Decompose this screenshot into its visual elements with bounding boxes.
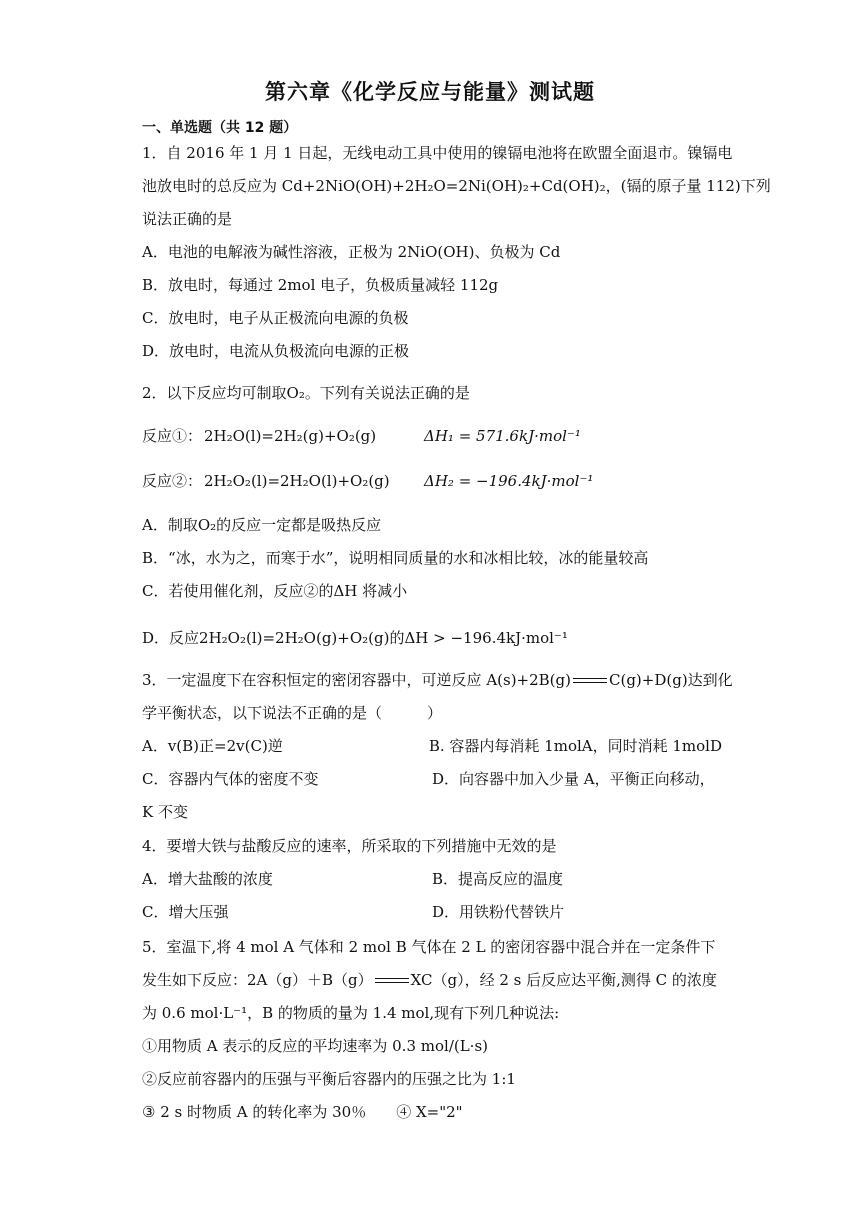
question-1 xyxy=(142,137,771,368)
q3-stem-part-2: C(g)+D(g)达到化 xyxy=(609,671,733,689)
question-2 xyxy=(142,377,722,410)
q5-stem-part-2: XC（g），经 2 s 后反应达平衡,测得 C 的浓度 xyxy=(410,971,717,989)
page-title: 第六章《化学反应与能量》测试题 xyxy=(265,80,595,104)
q1-stem-line-1: 1．自 2016 年 1 月 1 日起，无线电动工具中使用的镍镉电池将在欧盟全面退市。镍镉电 xyxy=(142,144,733,162)
q1-option-a: A．电池的电解液为碱性溶液，正极为 2NiO(OH)、负极为 Cd xyxy=(142,243,561,261)
q3-option-a: A．v(B)正=2v(C)逆 xyxy=(142,737,283,755)
q1-option-b: B．放电时，每通过 2mol 电子，负极质量减轻 112g xyxy=(142,276,499,294)
q2-option-a: A．制取O₂的反应一定都是吸热反应 xyxy=(142,516,382,534)
q4-stem: 4．要增大铁与盐酸反应的速率，所采取的下列措施中无效的是 xyxy=(142,837,557,855)
q2-reaction-1-label: 反应①： xyxy=(142,427,203,445)
q2-reaction-1-enthalpy: ΔH₁ = 571.6kJ·mol⁻¹ xyxy=(424,427,581,445)
q5-statement-1: ①用物质 A 表示的反应的平均速率为 0.3 mol/(L·s) xyxy=(142,1037,488,1055)
q2-stem: 2．以下反应均可制取O₂。下列有关说法正确的是 xyxy=(142,384,470,402)
q4-option-c: C．增大压强 xyxy=(142,903,229,921)
q4-option-b: B．提高反应的温度 xyxy=(432,870,564,888)
q3-options-row-1 xyxy=(142,730,722,763)
q2-option-d-block xyxy=(142,622,722,655)
q2-reaction-2-enthalpy: ΔH₂ = −196.4kJ·mol⁻¹ xyxy=(424,472,594,490)
q2-reaction-2-label: 反应②： xyxy=(142,472,203,490)
q2-reaction-2 xyxy=(142,465,722,498)
q5-stem-line-1: 5．室温下,将 4 mol A 气体和 2 mol B 气体在 2 L 的密闭容器中混合并在一定条件下 xyxy=(142,938,716,956)
q2-reaction-1 xyxy=(142,420,722,453)
q3-option-b: B. 容器内每消耗 1molA，同时消耗 1molD xyxy=(428,737,722,755)
q2-options xyxy=(142,509,722,608)
q4-option-d: D．用铁粉代替铁片 xyxy=(432,903,565,921)
q3-options-row-2 xyxy=(142,763,722,796)
question-3 xyxy=(142,664,733,829)
q5-stem-line-3: 为 0.6 mol·L⁻¹，B 的物质的量为 1.4 mol,现有下列几种说法: xyxy=(142,1004,560,1022)
q2-reaction-1-equation: 2H₂O(l)=2H₂(g)+O₂(g) xyxy=(204,427,377,445)
q1-stem-line-3: 说法正确的是 xyxy=(142,210,233,228)
q1-stem-line-2: 池放电时的总反应为 Cd+2NiO(OH)+2H₂O=2Ni(OH)₂+Cd(OH)₂，(镉的原子量 112)下列 xyxy=(142,177,771,195)
question-4 xyxy=(142,830,722,929)
q5-statement-2: ②反应前容器内的压强与平衡后容器内的压强之比为 1:1 xyxy=(142,1070,516,1088)
q2-reaction-2-equation: 2H₂O₂(l)=2H₂O(l)+O₂(g) xyxy=(204,472,390,490)
q3-stem-part-1: 3．一定温度下在容积恒定的密闭容器中，可逆反应 A(s)+2B(g) xyxy=(142,671,571,689)
question-5 xyxy=(142,931,722,1129)
q3-stem-line-2: 学平衡状态，以下说法不正确的是（ ） xyxy=(142,704,443,722)
equilibrium-arrow-icon xyxy=(573,676,607,686)
q3-option-c: C．容器内气体的密度不变 xyxy=(142,770,319,788)
q2-option-c: C．若使用催化剂，反应②的ΔH 将减小 xyxy=(142,582,408,600)
q4-options-row-1 xyxy=(142,863,722,896)
q5-statement-3-4: ③ 2 s 时物质 A 的转化率为 30％ ④ X="2" xyxy=(142,1103,463,1121)
q2-option-d: D．反应2H₂O₂(l)=2H₂O(g)+O₂(g)的ΔH > −196.4kJ·mol⁻¹ xyxy=(142,629,568,647)
q5-stem-part-1: 发生如下反应：2A（g）＋B（g） xyxy=(142,971,373,989)
q4-option-a: A．增大盐酸的浓度 xyxy=(142,870,273,888)
section-heading: 一、单选题（共 12 题） xyxy=(142,120,298,136)
q1-option-d: D．放电时，电流从负极流向电源的正极 xyxy=(142,342,410,360)
q3-stem-line-1 xyxy=(142,664,733,697)
q1-option-c: C．放电时，电子从正极流向电源的负极 xyxy=(142,309,409,327)
q3-option-d-continued: K 不变 xyxy=(142,803,188,821)
q4-options-row-2 xyxy=(142,896,722,929)
equilibrium-arrow-icon xyxy=(375,976,409,986)
q2-option-b: B．“冰，水为之，而寒于水”，说明相同质量的水和冰相比较，冰的能量较高 xyxy=(142,549,649,567)
q3-option-d: D．向容器中加入少量 A，平衡正向移动， xyxy=(432,770,715,788)
q5-stem-line-2 xyxy=(142,964,722,997)
